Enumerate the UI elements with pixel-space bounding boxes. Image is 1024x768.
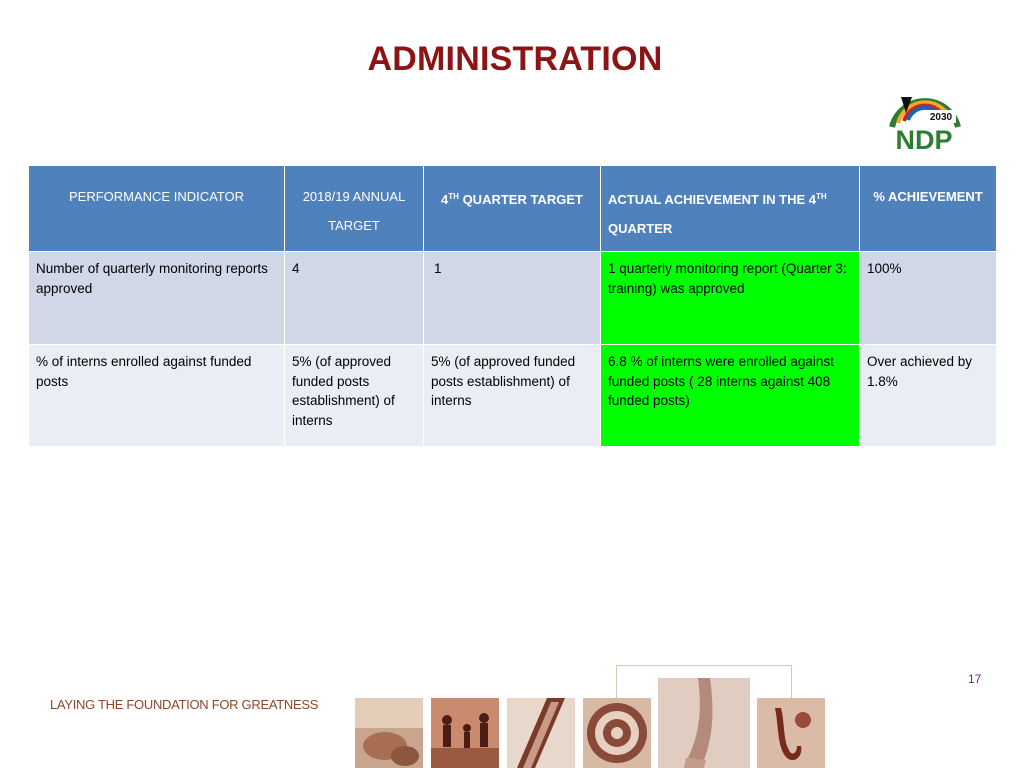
header-quarter-target: 4TH QUARTER TARGET: [424, 166, 601, 252]
logo-text: NDP: [895, 125, 953, 155]
cell-quarter-target: 1: [424, 252, 601, 345]
cell-annual-target: 4: [285, 252, 424, 345]
photo-beadwork: [583, 698, 651, 768]
page-title: ADMINISTRATION: [367, 40, 663, 78]
header-annual-target: 2018/19 ANNUAL TARGET: [285, 166, 424, 252]
photo-saxophone: [757, 698, 825, 768]
header-actual-achievement: ACTUAL ACHIEVEMENT IN THE 4TH QUARTER: [601, 166, 860, 252]
performance-table: [28, 165, 997, 447]
footer-tagline: LAYING THE FOUNDATION FOR GREATNESS: [50, 697, 319, 712]
photo-hands-braille: [355, 698, 423, 768]
cell-indicator: Number of quarterly monitoring reports approved: [29, 252, 285, 345]
photo-family: [431, 698, 499, 768]
page-number: 17: [968, 672, 982, 686]
table-row: [29, 252, 997, 345]
table-row: [29, 345, 997, 447]
cell-indicator: % of interns enrolled against funded posts: [29, 345, 285, 447]
cell-percent-achievement: 100%: [860, 252, 997, 345]
ndp-2030-logo: [886, 83, 964, 155]
cell-percent-achievement: Over achieved by 1.8%: [860, 345, 997, 447]
header-performance-indicator: PERFORMANCE INDICATOR: [29, 166, 285, 252]
logo-year: 2030: [929, 112, 953, 123]
cell-quarter-target: 5% (of approved funded posts establishment) of interns: [424, 345, 601, 447]
table-header-row: [29, 166, 997, 252]
photo-film: [507, 698, 575, 768]
cell-actual-achievement: 6.8 % of interns were enrolled against funded posts ( 28 interns against 408 funded posts): [601, 345, 860, 447]
photo-ballet-shoes: [658, 678, 750, 768]
cell-actual-achievement: 1 quarterly monitoring report (Quarter 3: training) was approved: [601, 252, 860, 345]
header-percent-achievement: % ACHIEVEMENT: [860, 166, 997, 252]
cell-annual-target: 5% (of approved funded posts establishment) of interns: [285, 345, 424, 447]
